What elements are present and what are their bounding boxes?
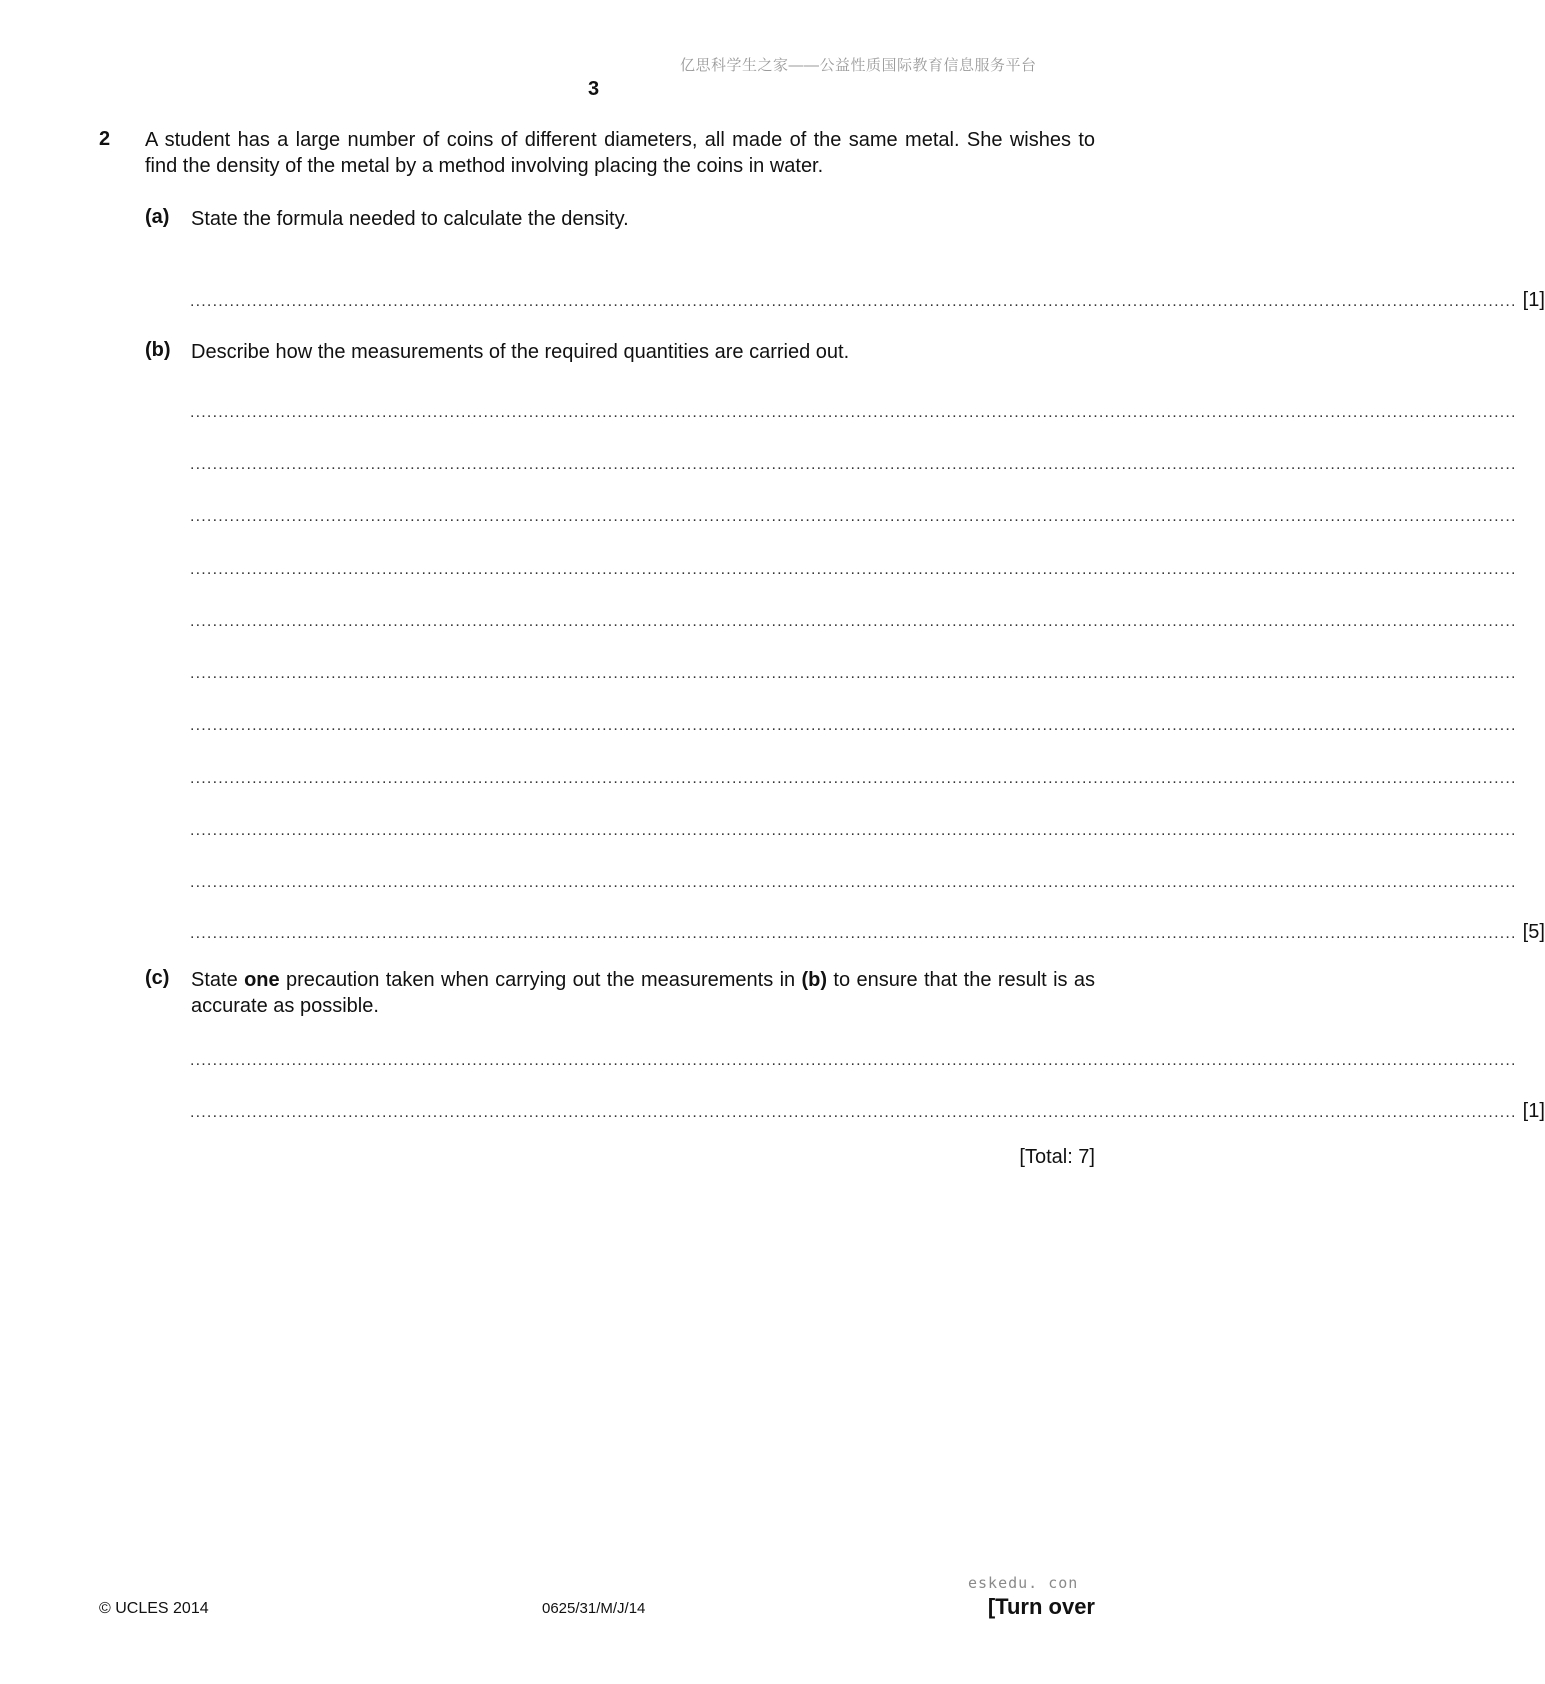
answer-line-b8[interactable] (190, 764, 1517, 790)
page-number: 3 (588, 78, 600, 100)
answer-line-b10[interactable] (190, 868, 1517, 894)
answer-line-b9[interactable] (190, 816, 1517, 842)
paper-code: 0625/31/M/J/14 (542, 1600, 646, 1617)
answer-line-b1[interactable] (190, 398, 1517, 424)
part-c-bold-b: (b) (801, 969, 828, 991)
turn-over: [Turn over (987, 1594, 1095, 1619)
total-marks: [Total: 7] (1019, 1146, 1095, 1168)
answer-dots: ........................................................................................................................................................................................................................................... (190, 770, 1517, 787)
part-c-text (191, 967, 1095, 1019)
answer-dots: ........................................................................................................................................................................................................................................... (190, 822, 1517, 839)
part-b-label: (b) (145, 339, 171, 361)
part-c-bold-one: one (244, 969, 280, 991)
answer-line-b7[interactable] (190, 711, 1517, 737)
question-number: 2 (99, 128, 111, 150)
answer-dots: ........................................................................................................................................................................................................................................... (190, 717, 1517, 734)
part-c-text-2: precaution taken when carrying out the measurements in (279, 969, 802, 991)
answer-dots: ........................................................................................................................................................................................................................................... (190, 404, 1517, 421)
answer-line-b4[interactable] (190, 555, 1517, 581)
mark-b: [5] (1522, 921, 1545, 943)
answer-line-b5[interactable] (190, 607, 1517, 633)
answer-dots: ........................................................................................................................................................................................................................................... (190, 561, 1517, 578)
part-c-text-1: State (191, 969, 245, 991)
question-text: A student has a large number of coins of different diameters, all made of the same metal. She wishes to find the density of the metal by a method involving placing the coins in water. (145, 129, 1095, 177)
part-c-text-3: to ensure that the result is as accurate as possible. (191, 969, 1095, 1017)
part-a-label: (a) (145, 206, 170, 228)
answer-dots: ........................................................................................................................................................................................................................................... (190, 613, 1517, 630)
copyright: © UCLES 2014 (99, 1600, 209, 1617)
site-watermark: eskedu. con (968, 1574, 1079, 1592)
answer-line-b11[interactable] (190, 919, 1545, 945)
watermark-text: 亿思科学生之家——公益性质国际教育信息服务平台 (680, 57, 1037, 74)
mark-c: [1] (1522, 1100, 1545, 1122)
answer-line-b6[interactable] (190, 659, 1517, 685)
part-b-text: Describe how the measurements of the required quantities are carried out. (191, 341, 850, 363)
answer-dots: ........................................................................................................................................................................................................................................... (190, 1052, 1517, 1069)
answer-dots: ........................................................................................................................................................................................................................................... (190, 293, 1517, 310)
answer-dots: ........................................................................................................................................................................................................................................... (190, 874, 1517, 891)
part-c-label: (c) (145, 967, 170, 989)
answer-dots: ........................................................................................................................................................................................................................................... (190, 925, 1517, 942)
answer-dots: ........................................................................................................................................................................................................................................... (190, 508, 1517, 525)
answer-line-b3[interactable] (190, 502, 1517, 528)
answer-line-a[interactable] (190, 287, 1545, 313)
answer-line-c1[interactable] (190, 1046, 1517, 1072)
answer-dots: ........................................................................................................................................................................................................................................... (190, 665, 1517, 682)
answer-dots: ........................................................................................................................................................................................................................................... (190, 456, 1517, 473)
part-a-text: State the formula needed to calculate the density. (191, 208, 629, 230)
mark-a: [1] (1522, 289, 1545, 311)
answer-line-c2[interactable] (190, 1098, 1545, 1124)
answer-line-b2[interactable] (190, 450, 1517, 476)
answer-dots: ........................................................................................................................................................................................................................................... (190, 1104, 1517, 1121)
